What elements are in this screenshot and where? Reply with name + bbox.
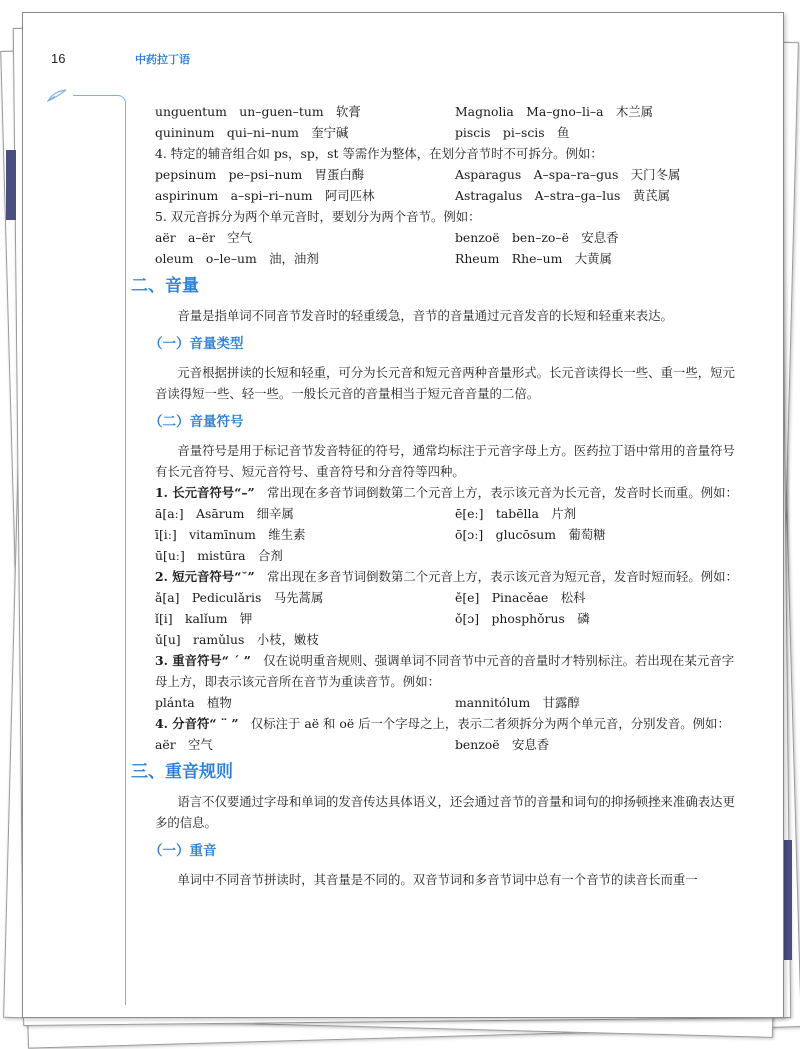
rule-5: 5. 双元音拆分为两个单元音时，要划分为两个音节。例如：	[155, 209, 481, 224]
quill-icon	[47, 89, 67, 103]
example-row: unguentum un–guen–tum 软膏 Magnolia Ma–gno–li–a 木兰属	[155, 104, 654, 119]
short-vowel-rule: 2. 短元音符号“˘” 常出现在多音节词倒数第二个元音上方，表示该元音为短元音，发音时短而轻。例如：	[155, 569, 738, 584]
example-row: plánta 植物 mannitólum 甘露醇	[155, 695, 580, 710]
book-page	[22, 12, 784, 1018]
section-intro: 语言不仅要通过字母和单词的发音传达具体语义，还会通过音节的音量和词句的抑扬顿挫来准确表达更多的信息。	[155, 794, 735, 830]
example-row: aspirinum a–spi–ri–num 阿司匹林 Astragalus A–stra–ga–lus 黄芪属	[155, 188, 670, 203]
example-row: ā[aː] Asārum 细辛属 ē[eː] tabēlla 片剂	[155, 506, 577, 521]
page-number: 16	[51, 51, 66, 66]
edge-band-left	[6, 150, 16, 220]
section-heading-accent-rules: 三、重音规则	[131, 762, 233, 781]
example-row: ī[iː] vitamīnum 维生素 ō[ɔː] glucōsum 葡萄糖	[155, 527, 606, 542]
example-row: ǎ[a] Pediculǎris 马先蒿属 ě[e] Pinacěae 松科	[155, 590, 586, 605]
section-heading-volume: 二、音量	[131, 276, 199, 295]
example-row: ǔ[u] ramǔlus 小枝，嫩枝	[155, 632, 319, 647]
subsection-heading-accent: （一）重音	[149, 843, 217, 858]
page-content	[131, 101, 743, 890]
paragraph: 音量符号是用于标记音节发音特征的符号，通常均标注于元音字母上方。医药拉丁语中常用的音量符号有长元音符号、短元音符号、重音符号和分音符等四种。	[155, 443, 735, 479]
rule-4: 4. 特定的辅音组合如 ps，sp，st 等需作为整体，在划分音节时不可拆分。例如：	[155, 146, 603, 161]
accent-mark-rule: 3. 重音符号“ ´ ” 仅在说明重音规则、强调单词不同音节中元音的音量时才特别标注。若出现在某元音字母上方，即表示该元音所在音节为重读音节。例如：	[155, 653, 735, 689]
margin-rule	[125, 105, 126, 1005]
subsection-heading-volume-types: （一）音量类型	[149, 336, 244, 351]
margin-rule-corner	[73, 95, 126, 106]
example-row: ǐ[i] kalǐum 钾 ǒ[ɔ] phosphǒrus 磷	[155, 611, 590, 626]
example-row: oleum o–le–um 油，油剂 Rheum Rhe–um 大黄属	[155, 251, 612, 266]
section-intro: 音量是指单词不同音节发音时的轻重缓急，音节的音量通过元音发音的长短和轻重来表达。	[177, 308, 673, 323]
diaeresis-rule: 4. 分音符“ ¨ ” 仅标注于 aë 和 oë 后一个字母之上，表示二者须拆分为两个单元音，分别发音。例如：	[155, 716, 730, 731]
example-row: aër a–ër 空气 benzoë ben–zo–ë 安息香	[155, 230, 619, 245]
running-title: 中药拉丁语	[135, 54, 190, 66]
paragraph: 元音根据拼读的长短和轻重，可分为长元音和短元音两种音量形式。长元音读得长一些、重一些，短元音读得短一些、轻一些。一般长元音的音量相当于短元音音量的二倍。	[155, 365, 735, 401]
long-vowel-rule: 1. 长元音符号“–” 常出现在多音节词倒数第二个元音上方，表示该元音为长元音，发音时长而重。例如：	[155, 485, 738, 500]
paragraph: 单词中不同音节拼读时，其音量是不同的。双音节词和多音节词中总有一个音节的读音长而重一	[177, 872, 698, 887]
example-row: quininum qui–ni–num 奎宁碱 piscis pi–scis 鱼	[155, 125, 570, 140]
edge-band-right	[784, 840, 792, 960]
example-row: pepsinum pe–psi–num 胃蛋白酶 Asparagus A–spa–ra–gus 天门冬属	[155, 167, 681, 182]
example-row: aër 空气 benzoë 安息香	[155, 737, 550, 752]
subsection-heading-volume-symbols: （二）音量符号	[149, 414, 244, 429]
example-row: ū[uː] mistūra 合剂	[155, 548, 283, 563]
